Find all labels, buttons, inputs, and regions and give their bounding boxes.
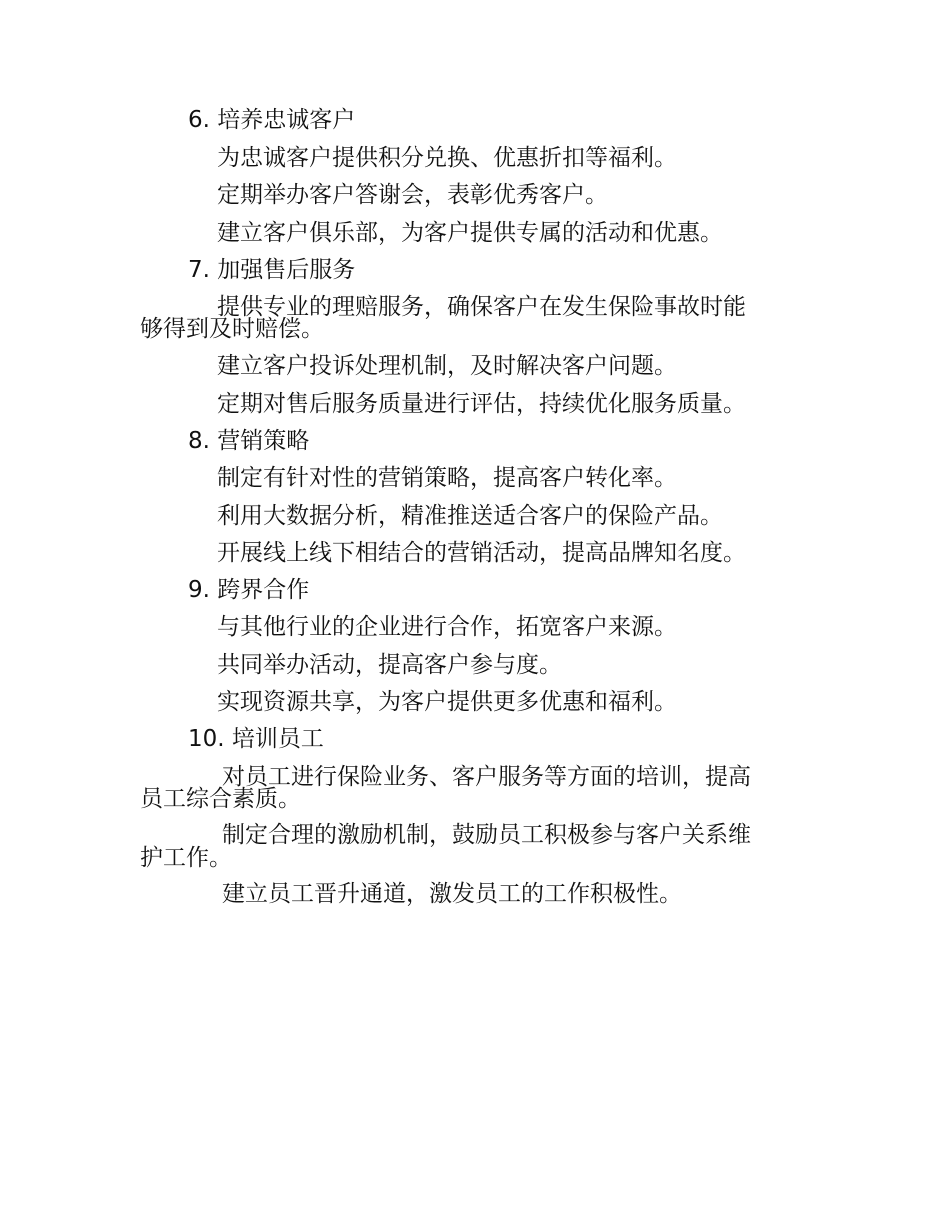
list-item: 为忠诚客户提供积分兑换、优惠折扣等福利。	[217, 145, 677, 171]
section-heading: 8. 营销策略	[188, 428, 310, 454]
list-item: 定期对售后服务质量进行评估，持续优化服务质量。	[217, 391, 746, 417]
section-heading: 9. 跨界合作	[188, 577, 310, 603]
list-item: 提供专业的理赔服务，确保客户在发生保险事故时能	[217, 294, 746, 320]
list-item: 建立客户俱乐部，为客户提供专属的活动和优惠。	[217, 220, 723, 246]
list-item: 制定合理的激励机制，鼓励员工积极参与客户关系维	[222, 822, 751, 848]
list-item-continuation: 护工作。	[140, 845, 232, 871]
list-item-continuation: 员工综合素质。	[140, 786, 301, 812]
list-item: 建立员工晋升通道，激发员工的工作积极性。	[222, 881, 682, 907]
section-heading: 7. 加强售后服务	[188, 257, 356, 283]
list-item: 共同举办活动，提高客户参与度。	[217, 652, 562, 678]
list-item: 与其他行业的企业进行合作，拓宽客户来源。	[217, 614, 677, 640]
list-item: 对员工进行保险业务、客户服务等方面的培训，提高	[222, 764, 751, 790]
list-item: 利用大数据分析，精准推送适合客户的保险产品。	[217, 503, 723, 529]
list-item: 实现资源共享，为客户提供更多优惠和福利。	[217, 689, 677, 715]
list-item-continuation: 够得到及时赔偿。	[140, 316, 324, 342]
list-item: 定期举办客户答谢会，表彰优秀客户。	[217, 182, 608, 208]
section-heading: 10. 培训员工	[188, 726, 324, 752]
list-item: 建立客户投诉处理机制，及时解决客户问题。	[217, 353, 677, 379]
list-item: 制定有针对性的营销策略，提高客户转化率。	[217, 465, 677, 491]
section-heading: 6. 培养忠诚客户	[188, 107, 356, 133]
list-item: 开展线上线下相结合的营销活动，提高品牌知名度。	[217, 540, 746, 566]
